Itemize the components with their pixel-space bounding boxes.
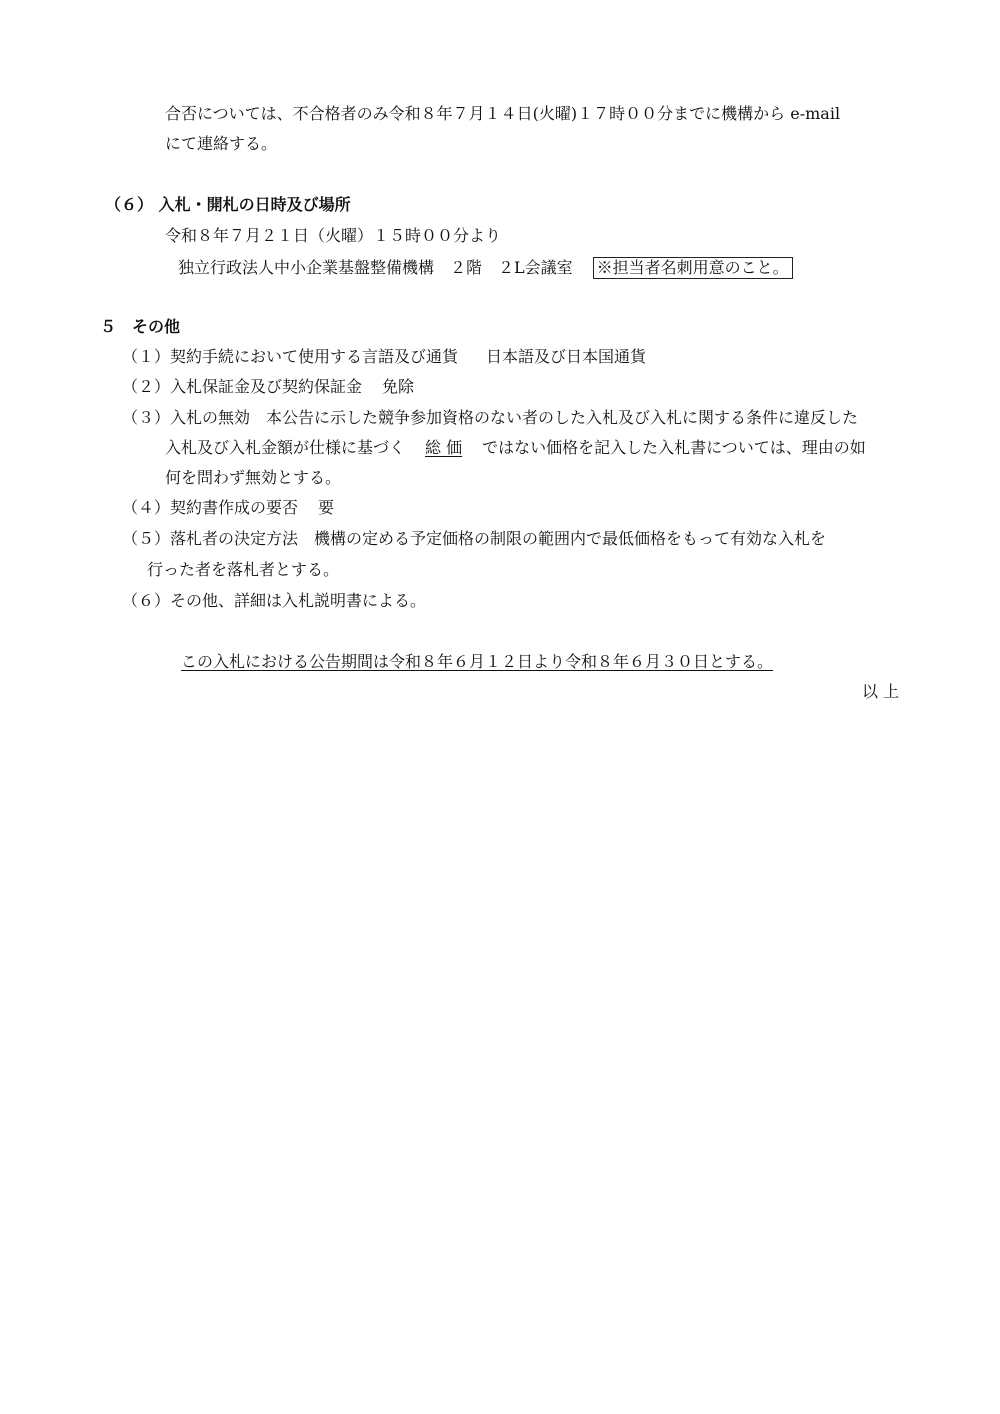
section-5-heading: ５ その他	[100, 317, 181, 336]
section-6-heading: （６） 入札・開札の日時及び場所	[105, 195, 351, 214]
section-6-place-line	[178, 257, 793, 277]
section-5-item-5-line-1: （５）落札者の決定方法 機構の定める予定価格の制限の範囲内で最低価格をもって有効な入札を	[122, 529, 827, 548]
item-1-label: （１）契約手続において使用する言語及び通貨	[122, 347, 459, 366]
section-5-item-3-line-1: （３）入札の無効 本公告に示した競争参加資格のない者のした入札及び入札に関する条件に違反した	[122, 408, 859, 427]
section-5-item-5-line-2: 行った者を落札者とする。	[147, 560, 340, 579]
section-6-note-box: ※担当者名刺用意のこと。	[593, 257, 793, 279]
item-3-text-post: ではない価格を記入した入札書については、理由の如	[482, 438, 866, 457]
section-5-item-4	[122, 498, 334, 518]
section-5-item-6: （６）その他、詳細は入札説明書による。	[122, 591, 427, 610]
item-2-label: （２）入札保証金及び契約保証金	[122, 377, 363, 396]
intro-line-1: 合否については、不合格者のみ令和８年７月１４日(火曜)１７時００分までに機構から e-mail	[165, 104, 841, 123]
item-3-underlined-total-price: 総 価	[425, 438, 463, 457]
item-4-label: （４）契約書作成の要否	[122, 498, 299, 517]
section-5-item-1	[122, 347, 646, 367]
section-6-datetime: 令和８年７月２１日（火曜）１５時００分より	[165, 226, 502, 245]
item-4-value: 要	[318, 498, 335, 517]
footer-period: この入札における公告期間は令和８年６月１２日より令和８年６月３０日とする。	[181, 652, 774, 671]
section-5-item-2	[122, 377, 414, 397]
section-5-item-3-line-2	[165, 438, 866, 458]
section-6-place: 独立行政法人中小企業基盤整備機構 ２階 ２L会議室	[178, 258, 573, 277]
item-2-value: 免除	[382, 377, 415, 396]
item-3-text-pre: 入札及び入札金額が仕様に基づく	[165, 438, 406, 457]
intro-line-2: にて連絡する。	[165, 134, 278, 153]
item-1-value: 日本語及び日本国通貨	[486, 347, 647, 366]
footer-end: 以 上	[862, 682, 900, 701]
section-5-item-3-line-3: 何を問わず無効とする。	[165, 468, 342, 487]
